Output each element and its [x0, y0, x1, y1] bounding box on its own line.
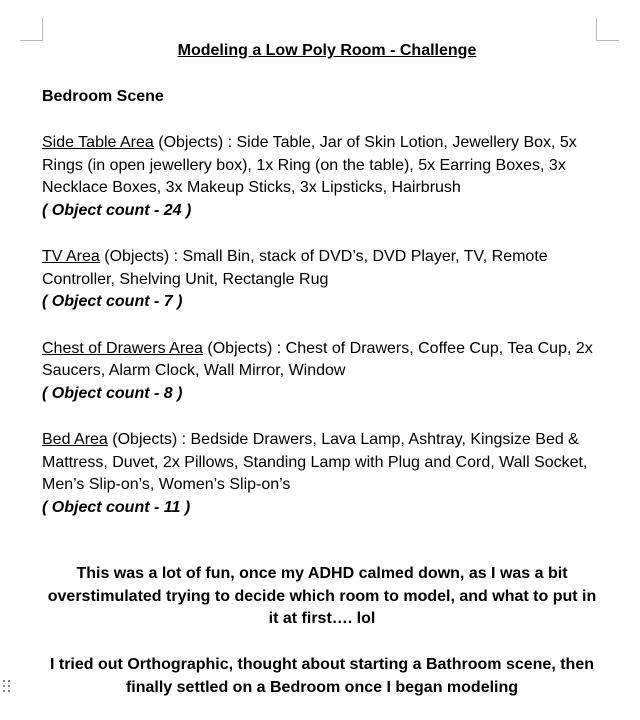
object-count: ( Object count - 11 )	[42, 498, 191, 516]
drag-handle-icon[interactable]	[3, 680, 11, 694]
object-count: ( Object count - 7 )	[42, 293, 183, 310]
page-margin-corner-top-right	[596, 18, 619, 41]
closing-text: This was a lot of fun, once my ADHD calmed down, as I was a bit overstimulated trying to decide which room to model, and what to put in it at first…. lol	[47, 565, 597, 627]
area-name: Side Table Area	[42, 134, 154, 151]
section-text	[42, 429, 602, 497]
section-text	[42, 132, 602, 200]
section-chest-of-drawers	[42, 338, 602, 406]
scene-heading: Bedroom Scene	[42, 88, 164, 105]
section-text	[42, 246, 602, 291]
section-tv	[42, 246, 602, 314]
section-side-table	[42, 132, 602, 222]
section-text	[42, 338, 602, 383]
closing-text: I tried out Orthographic, thought about starting a Bathroom scene, then finally settled on a Bedroom once I began modeling	[49, 656, 594, 696]
area-name: TV Area	[42, 248, 100, 265]
object-count: ( Object count - 8 )	[42, 384, 183, 402]
object-list: (Objects) : Small Bin, stack of DVD’s, DVD Player, TV, Remote Controller, Shelving Unit, Rectangle Rug	[42, 248, 548, 288]
object-count: ( Object count - 24 )	[42, 201, 192, 219]
page-margin-corner-top-left	[20, 18, 43, 41]
document-body[interactable]	[42, 40, 602, 519]
document-title: Modeling a Low Poly Room - Challenge	[177, 42, 477, 59]
object-list: (Objects) : Chest of Drawers, Coffee Cup, Tea Cup, 2x Saucers, Alarm Clock, Wall Mirror, Window	[42, 339, 593, 379]
closing-paragraph-2	[42, 654, 602, 699]
object-list: (Objects) : Side Table, Jar of Skin Lotion, Jewellery Box, 5x Rings (in open jewellery box), 1x Ring (on the table), 5x Earring Boxes, 3x Necklace Boxes, 3x Makeup Sticks, 3x Lipsticks, Hairbrush	[42, 134, 577, 196]
object-list: (Objects) : Bedside Drawers, Lava Lamp, Ashtray, Kingsize Bed & Mattress, Duvet, 2x Pillows, Standing Lamp with Plug and Cord, Wall Socket, Men’s Slip-on’s, Women’s Slip-on’s	[42, 431, 588, 493]
closing-paragraph-1	[42, 563, 602, 631]
area-name: Chest of Drawers Area	[42, 339, 203, 357]
area-name: Bed Area	[42, 431, 108, 448]
section-bed	[42, 429, 602, 519]
